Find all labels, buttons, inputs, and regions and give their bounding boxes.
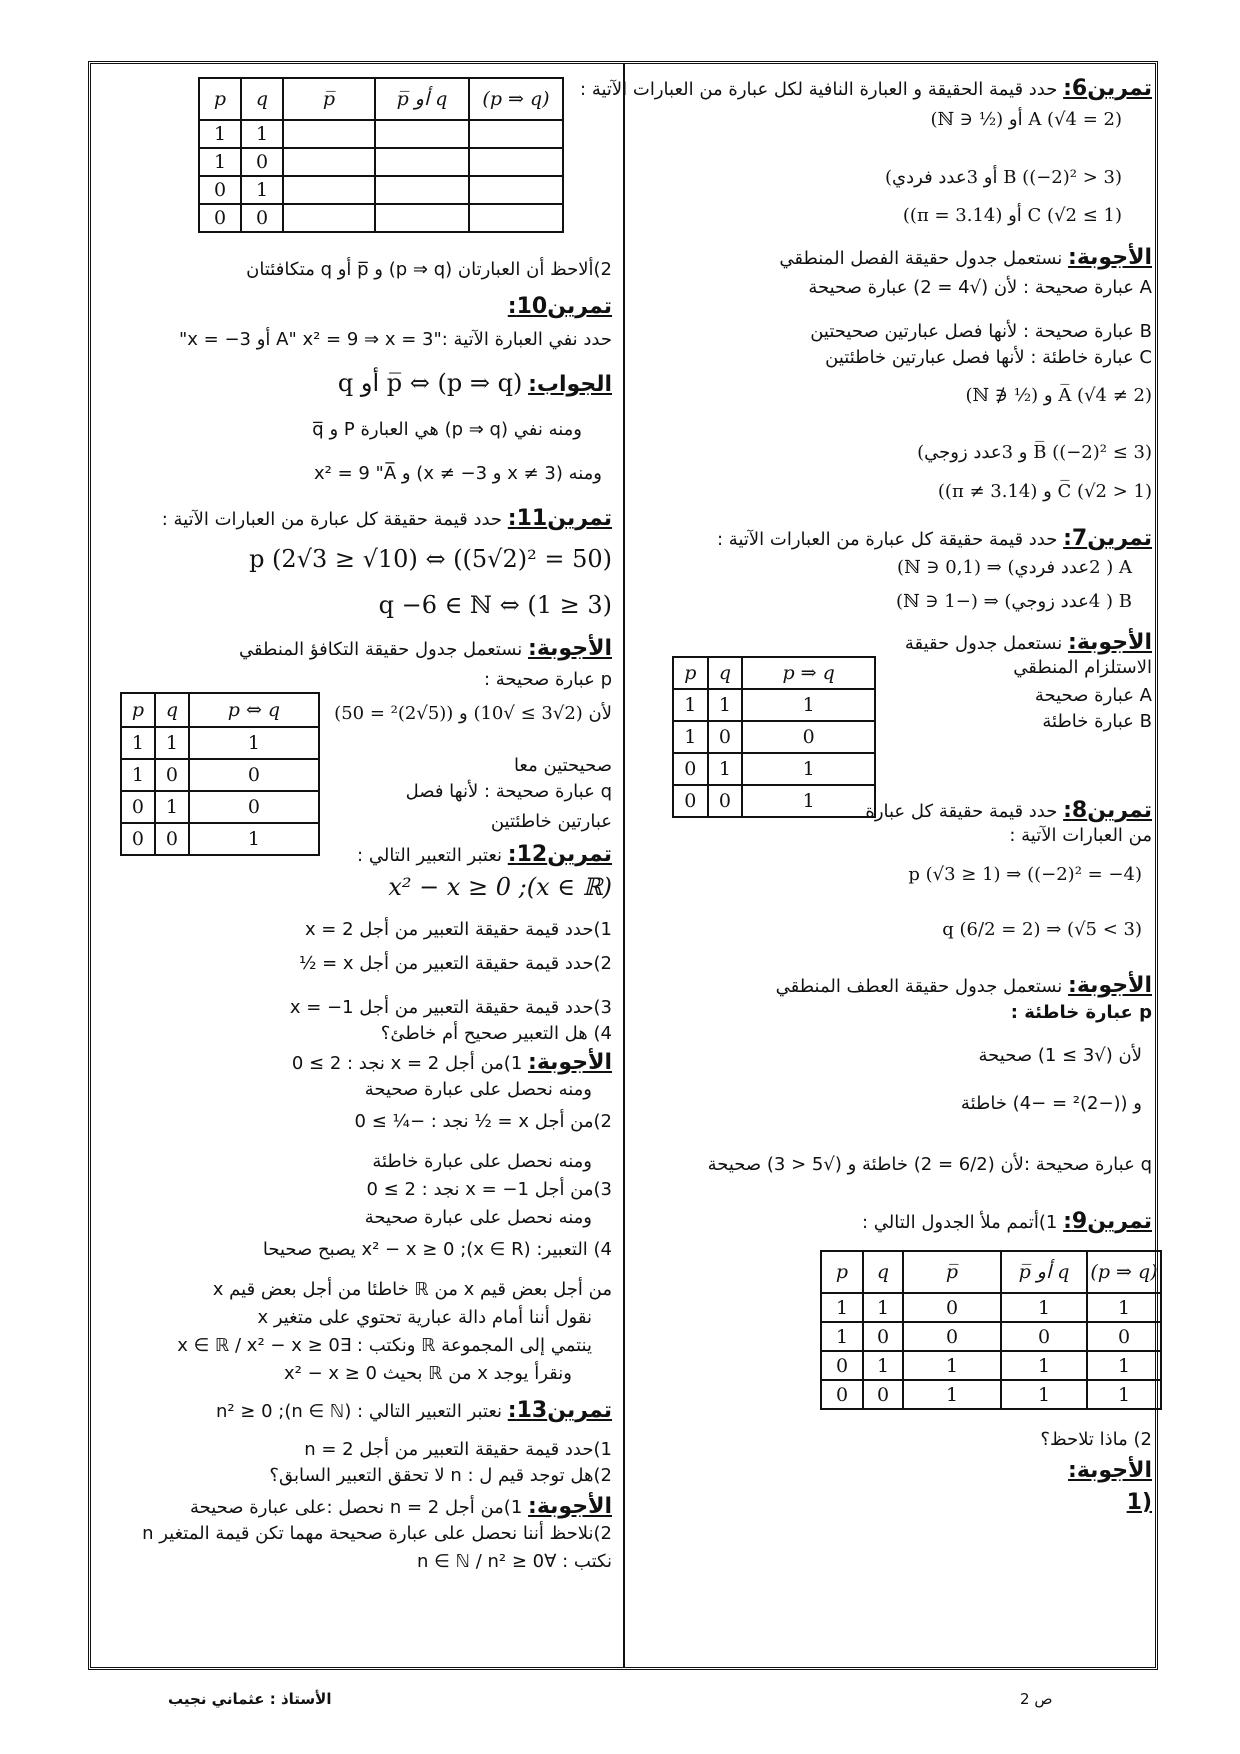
table-cell: 1 xyxy=(673,689,708,721)
table-cell: 0 xyxy=(863,1380,903,1409)
table-cell: 0 xyxy=(155,759,189,791)
ex8-title: تمرين8: xyxy=(1063,798,1152,823)
table-cell: 1 xyxy=(708,689,743,721)
ex11-text: حدد قيمة حقيقة كل عبارة من العبارات الآتية : xyxy=(161,509,503,530)
table-cell: 0 xyxy=(863,1322,903,1351)
table-header: p ⇔ q xyxy=(189,693,319,727)
table-cell: 1 xyxy=(155,727,189,759)
table-cell: 1 xyxy=(863,1293,903,1322)
ex9-title: تمرين9: xyxy=(1063,1209,1152,1234)
table-cell: 1 xyxy=(742,689,875,721)
ex12-answer-a7: ينتمي إلى المجموعة ℝ ونكتب : ∃x ∈ ℝ / x² − x ≥ 0 xyxy=(177,1335,592,1356)
ex7-answer-title: الأجوبة: xyxy=(1068,630,1152,655)
table-header: q xyxy=(863,1251,903,1293)
ex11-title: تمرين11: xyxy=(507,506,612,531)
table-cell: 1 xyxy=(199,148,241,176)
column-divider xyxy=(623,64,625,1667)
footer-teacher: الأستاذ : عثماني نجيب xyxy=(168,1690,332,1708)
table-cell xyxy=(375,176,469,204)
ex8-answer-q1: q عبارة صحيحة :لأن (6/2 = 2) خاطئة و (√5 < 3) صحيحة xyxy=(707,1154,1152,1175)
table-cell: 1 xyxy=(1087,1351,1161,1380)
table-cell xyxy=(283,148,375,176)
ex11-answer-q2: عبارتين خاطئتين xyxy=(490,811,612,832)
table-cell: 1 xyxy=(241,120,283,148)
table-cell xyxy=(469,120,563,148)
table-header: p xyxy=(199,78,241,120)
ex12-expr: (x ∈ ℝ); x² − x ≥ 0 xyxy=(388,873,612,901)
table-cell: 1 xyxy=(199,120,241,148)
ex12-q3: 3)حدد قيمة حقيقة التعبير من أجل x = −1 xyxy=(289,997,612,1018)
table-cell xyxy=(469,148,563,176)
ex13-title: تمرين13: xyxy=(507,1398,612,1423)
ex12-title: تمرين12: xyxy=(507,842,612,867)
table-cell: 0 xyxy=(241,148,283,176)
ex7-answer-b: B عبارة خاطئة xyxy=(1042,711,1152,732)
table-cell: 1 xyxy=(1087,1293,1161,1322)
ex6-title: تمرين6: xyxy=(1063,76,1152,101)
ex7-a: A ( 2عدد فردي) ⇒ (0,1 ∈ ℕ) xyxy=(897,557,1132,578)
ex8-answer-text: نستعمل جدول حقيقة العطف المنطقي xyxy=(775,976,1063,997)
ex6-answer-b: B عبارة صحيحة : لأنها فصل عبارتين صحيحتين xyxy=(810,321,1152,342)
table-header: p xyxy=(673,657,708,689)
ex7-answer-text: نستعمل جدول حقيقة xyxy=(904,633,1063,654)
ex9-truth-table xyxy=(820,1250,1162,1410)
ex7-title: تمرين7: xyxy=(1063,526,1152,551)
table-header: (p ⇒ q) xyxy=(1087,1251,1161,1293)
table-cell xyxy=(469,176,563,204)
ex12-answer-a6: نقول أننا أمام دالة عبارية تحتوي على متغير x xyxy=(257,1307,592,1328)
ex11-q: q −6 ∈ ℕ ⇔ (1 ≥ 3) xyxy=(378,591,612,619)
ex6-neg-a: A̅ (√4 ≠ 2) و (½ ∉ ℕ) xyxy=(965,385,1152,406)
ex6-answer xyxy=(779,245,1152,270)
ex12-answer-a5: من أجل بعض قيم x من ℝ خاطئا من أجل بعض قيم x xyxy=(212,1279,612,1300)
ex8-answer-title: الأجوبة: xyxy=(1068,973,1152,998)
table-cell: 0 xyxy=(673,753,708,785)
table-cell: 0 xyxy=(199,176,241,204)
table-cell: 0 xyxy=(742,721,875,753)
ex9-question2: 2) ماذا تلاحظ؟ xyxy=(1040,1429,1152,1450)
ex9-text: 1)أتمم ملأ الجدول التالي : xyxy=(861,1212,1058,1233)
ex6-c: C (√2 ≤ 1) أو (π = 3.14)) xyxy=(902,205,1122,226)
ex12-answer-a8: ونقرأ يوجد x من ℝ بحيث x² − x ≥ 0 xyxy=(283,1363,572,1384)
ex6-a: A (√4 = 2) أو (½ ∈ ℕ) xyxy=(930,109,1122,130)
ex11-answer-p2: لأن (2√3 ≥ √10) و ((5√2)² = 50) xyxy=(334,703,612,724)
ex11-answer-title: الأجوبة: xyxy=(528,636,612,661)
table-cell: 1 xyxy=(903,1380,1001,1409)
ex8-answer-p1: p عبارة خاطئة : xyxy=(1010,1002,1152,1023)
table-cell: 0 xyxy=(121,823,155,855)
ex13-answer-a3: نكتب : ∀n ∈ ℕ / n² ≥ 0 xyxy=(417,1551,612,1572)
table-cell xyxy=(375,120,469,148)
table-cell: 0 xyxy=(1001,1322,1087,1351)
table-cell xyxy=(469,204,563,232)
table-header: p ⇒ q xyxy=(742,657,875,689)
ex8-heading xyxy=(865,798,1152,823)
table-cell: 0 xyxy=(189,759,319,791)
ex11-answer-text: نستعمل جدول حقيقة التكافؤ المنطقي xyxy=(238,639,523,660)
table-cell: 1 xyxy=(121,759,155,791)
ex6-answer-text: نستعمل جدول حقيقة الفصل المنطقي xyxy=(779,248,1063,269)
ex10-answer-eq: (p ⇒ q) ⇔ p̅ أو q xyxy=(337,369,523,397)
ex13-q1: 1)حدد قيمة حقيقة التعبير من أجل n = 2 xyxy=(304,1439,612,1460)
table-cell: 0 xyxy=(708,785,743,817)
table-cell xyxy=(375,148,469,176)
table-cell: 0 xyxy=(821,1380,863,1409)
ex8-answer-p2: لأن (√3 ≥ 1) صحيحة xyxy=(978,1045,1142,1066)
table-header: p̅ xyxy=(903,1251,1001,1293)
ex12-answer-a1b: ومنه نحصل على عبارة صحيحة xyxy=(364,1079,592,1100)
ex12-q1: 1)حدد قيمة حقيقة التعبير من أجل x = 2 xyxy=(304,919,612,940)
ex8-text: حدد قيمة حقيقة كل عبارة xyxy=(865,801,1058,822)
ex13-answer-title: الأجوبة: xyxy=(528,1494,612,1519)
ex6-neg-c: C̅ (√2 > 1) و (π ≠ 3.14)) xyxy=(937,481,1152,502)
ex10-answer xyxy=(338,370,612,398)
note-2: 2)ألاحظ أن العبارتان (p ⇒ q) و p̅ أو q متكافئتان xyxy=(246,259,612,280)
ex8-p: p (√3 ≥ 1) ⇒ ((−2)² = −4) xyxy=(908,864,1142,885)
table-cell: 1 xyxy=(1001,1351,1087,1380)
ex10-neg1: ومنه نفي (p ⇒ q) هي العبارة P و q̅ xyxy=(312,419,582,440)
table-cell: 0 xyxy=(903,1322,1001,1351)
footer-page-number: ص 2 xyxy=(1020,1690,1053,1708)
table-cell: 1 xyxy=(863,1351,903,1380)
ex13-heading xyxy=(216,1398,612,1423)
table-cell: 1 xyxy=(673,721,708,753)
ex11-answer-p3: صحيحتين معا xyxy=(513,755,612,776)
ex8-answer-p3: و ((−2)² = −4) خاطئة xyxy=(960,1093,1142,1114)
table-cell: 0 xyxy=(821,1351,863,1380)
ex12-answer-a2b: ومنه نحصل على عبارة خاطئة xyxy=(372,1151,592,1172)
table-cell: 0 xyxy=(189,791,319,823)
table-cell xyxy=(283,120,375,148)
ex12-answer-title: الأجوبة: xyxy=(528,1050,612,1075)
ex7-heading xyxy=(717,526,1152,551)
ex11-heading xyxy=(162,506,612,531)
ex12-answer-a1: 1)من أجل x = 2 نجد : 2 ≥ 0 xyxy=(291,1053,523,1074)
table-cell: 1 xyxy=(903,1351,1001,1380)
ex12-q4: 4) هل التعبير صحيح أم خاطئ؟ xyxy=(380,1023,612,1044)
table-cell: 1 xyxy=(121,727,155,759)
ex7-b: B ( 4عدد زوجي) ⇒ (−1 ∈ ℕ) xyxy=(896,591,1132,612)
ex6-heading xyxy=(580,76,1152,101)
ex8-q: q (6/2 = 2) ⇒ (√5 < 3) xyxy=(942,919,1142,940)
ex8-text2: من العبارات الآتية : xyxy=(1009,825,1152,846)
table-header: q xyxy=(241,78,283,120)
table-cell: 1 xyxy=(821,1293,863,1322)
ex9-answer-title: الأجوبة: xyxy=(1068,1458,1152,1483)
table-header: p̅ أو q xyxy=(375,78,469,120)
ex12-answer-a3b: ومنه نحصل على عبارة صحيحة xyxy=(364,1207,592,1228)
left-truth-table-empty xyxy=(198,77,564,233)
ex12-answer-a3: 3)من أجل x = −1 نجد : 2 ≥ 0 xyxy=(366,1179,612,1200)
table-header: q xyxy=(155,693,189,727)
ex8-answer xyxy=(776,973,1152,998)
ex9-heading xyxy=(862,1209,1152,1234)
table-cell: 1 xyxy=(821,1322,863,1351)
table-cell xyxy=(283,204,375,232)
table-header: p xyxy=(121,693,155,727)
ex10-title: تمرين10: xyxy=(507,294,612,319)
ex7-truth-table xyxy=(672,656,876,818)
table-cell: 0 xyxy=(155,823,189,855)
table-cell: 1 xyxy=(155,791,189,823)
table-cell: 0 xyxy=(199,204,241,232)
ex6-text: حدد قيمة الحقيقة و العبارة النافية لكل عبارة من العبارات الآتية : xyxy=(580,79,1058,100)
table-cell: 1 xyxy=(1087,1380,1161,1409)
ex13-text: نعتبر التعبير التالي : (n ∈ ℕ); n² ≥ 0 xyxy=(215,1401,503,1422)
table-header: (p ⇒ q) xyxy=(469,78,563,120)
ex10-neg2: ومنه (x ≠ 3 و x ≠ −3) و x² = 9 "A̅ xyxy=(313,463,602,484)
ex13-answer-a2: 2)نلاحظ أننا نحصل على عبارة صحيحة مهما تكن قيمة المتغير n xyxy=(142,1523,612,1544)
ex6-answer-a: A عبارة صحيحة : لأن (√4 = 2) عبارة صحيحة xyxy=(808,277,1152,298)
ex10-text: حدد نفي العبارة الآتية :"A" x² = 9 ⇒ x = 3 أو x = −3" xyxy=(179,329,612,350)
table-header: p̅ أو q xyxy=(1001,1251,1087,1293)
ex12-answer-a2: 2)من أجل x = ½ نجد : −¼ ≥ 0 xyxy=(354,1111,612,1132)
table-cell: 1 xyxy=(1001,1293,1087,1322)
ex13-answer xyxy=(190,1494,612,1519)
ex7-answer xyxy=(905,630,1152,655)
table-cell: 1 xyxy=(742,785,875,817)
table-cell: 0 xyxy=(708,721,743,753)
ex12-text: نعتبر التعبير التالي : xyxy=(357,845,503,866)
table-cell: 1 xyxy=(1001,1380,1087,1409)
ex12-heading xyxy=(357,842,612,867)
ex6-b: B ((−2)² > 3) أو 3عدد فردي) xyxy=(885,167,1122,188)
table-cell: 1 xyxy=(742,753,875,785)
ex11-answer xyxy=(239,636,612,661)
ex7-answer-text2: الاستلزام المنطقي xyxy=(1013,657,1152,678)
table-header: p xyxy=(821,1251,863,1293)
table-cell: 0 xyxy=(121,791,155,823)
ex10-answer-title: الجواب: xyxy=(528,372,612,397)
table-cell: 1 xyxy=(189,727,319,759)
table-cell: 0 xyxy=(903,1293,1001,1322)
ex9-answer-1: (1 xyxy=(1126,1490,1152,1515)
ex6-neg-b: B̅ ((−2)² ≤ 3) و 3عدد زوجي) xyxy=(917,442,1152,463)
ex12-q2: 2)حدد قيمة حقيقة التعبير من أجل x = ½ xyxy=(298,953,612,974)
ex7-answer-a: A عبارة صحيحة xyxy=(1034,685,1152,706)
table-cell: 1 xyxy=(189,823,319,855)
table-cell: 1 xyxy=(708,753,743,785)
table-cell xyxy=(283,176,375,204)
ex6-answer-c: C عبارة خاطئة : لأنها فصل عبارتين خاطئتين xyxy=(825,347,1152,368)
table-cell xyxy=(375,204,469,232)
table-header: p̅ xyxy=(283,78,375,120)
ex11-p: p (2√3 ≥ √10) ⇔ ((5√2)² = 50) xyxy=(249,545,612,573)
ex13-q2: 2)هل توجد قيم ل : n لا تحقق التعبير السابق؟ xyxy=(269,1465,612,1486)
ex11-answer-p1: p عبارة صحيحة : xyxy=(483,669,612,690)
ex12-answer xyxy=(292,1050,612,1075)
ex6-answer-title: الأجوبة: xyxy=(1068,245,1152,270)
ex11-answer-q1: q عبارة صحيحة : لأنها فصل xyxy=(405,781,612,802)
ex7-text: حدد قيمة حقيقة كل عبارة من العبارات الآتية : xyxy=(717,529,1058,550)
table-cell: 1 xyxy=(241,176,283,204)
ex11-truth-table xyxy=(120,692,320,856)
table-cell: 0 xyxy=(673,785,708,817)
table-cell: 0 xyxy=(241,204,283,232)
table-header: q xyxy=(708,657,743,689)
ex12-answer-a4: 4) التعبير: (x ∈ R); x² − x ≥ 0 يصبح صحيحا xyxy=(262,1239,612,1260)
table-cell: 0 xyxy=(1087,1322,1161,1351)
ex13-answer-a1: 1)من أجل n = 2 نحصل :على عبارة صحيحة xyxy=(189,1497,523,1518)
